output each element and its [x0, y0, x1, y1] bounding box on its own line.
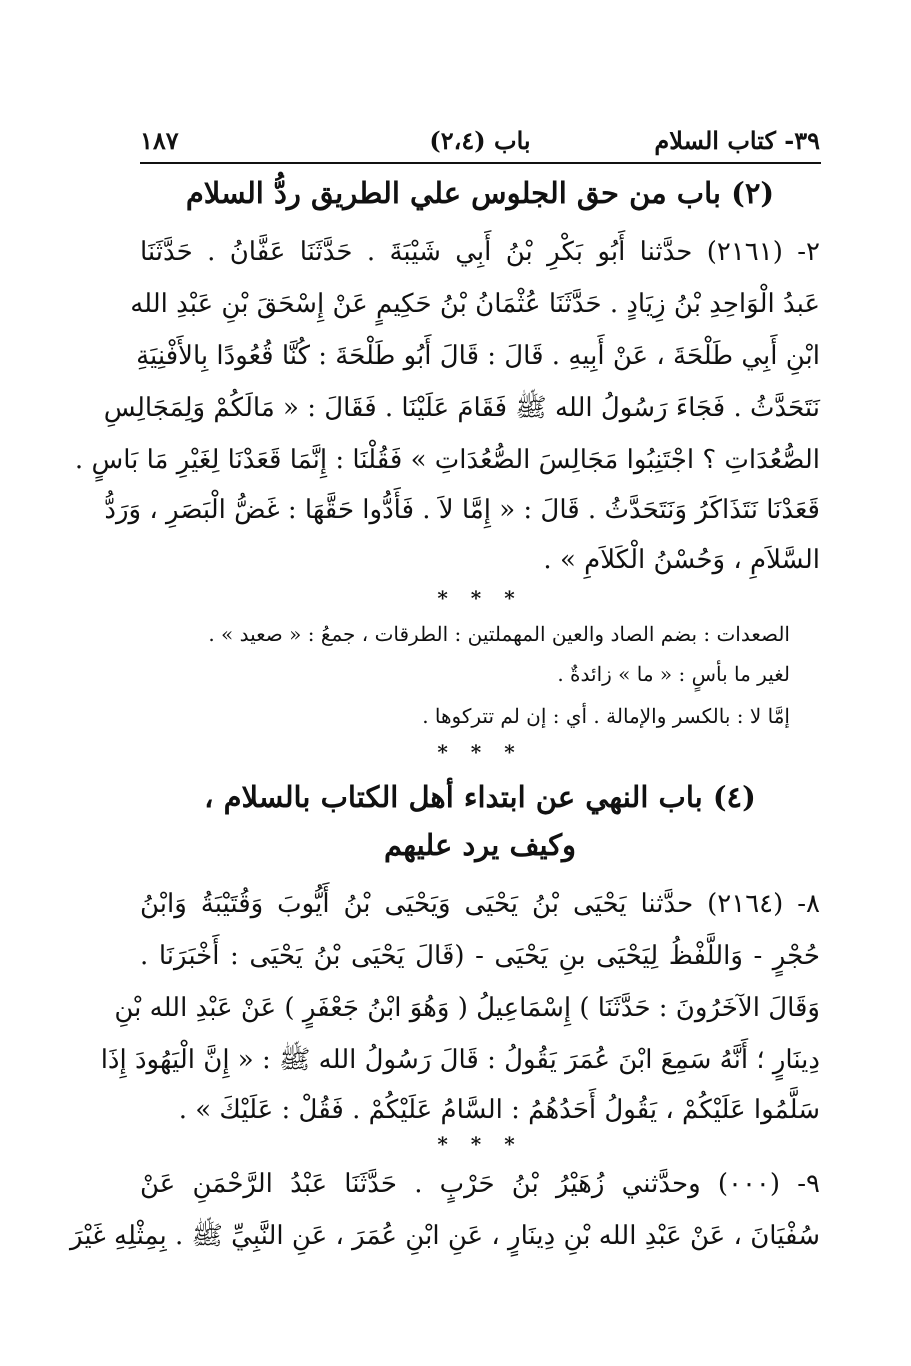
hadith-line: دِينَارٍ ؛ أَنَّهُ سَمِعَ ابْنَ عُمَرَ يَقُولُ : قَالَ رَسُولُ الله ﷺ : « إِنَّ الْيَهُودَ إِذَا: [100, 1045, 820, 1075]
hadith-line: السَّلاَمِ ، وَحُسْنُ الْكَلاَمِ » .: [543, 545, 820, 575]
hadith-line: قَعَدْنَا نَتَذَاكَرُ وَنَتَحَدَّثُ . قَالَ : « إِمَّا لاَ . فَأَدُّوا حَقَّهَا : غَضُّ الْبَصَرِ ، وَرَدُّ: [104, 495, 820, 525]
hadith-line: عَبدُ الْوَاحِدِ بْنُ زِيَادٍ . حَدَّثَنَا عُثْمَانُ بْنُ حَكِيمٍ عَنْ إِسْحَقَ بْنِ عَبْدِ الله: [130, 289, 820, 319]
section-title: (٤) باب النهي عن ابتداء أهل الكتاب بالسلام ،: [204, 780, 756, 814]
hadith-line: ٢- (٢١٦١) حدَّثنا أَبُو بَكْرِ بْنُ أَبِي شَيْبَةَ . حَدَّثَنَا عَفَّانُ . حَدَّثَنَا: [140, 237, 820, 267]
section-title: (٢) باب من حق الجلوس علي الطريق ردُّ السلام: [185, 176, 775, 210]
section-title-continued: وكيف يرد عليهم: [383, 828, 577, 862]
hadith-line: حُجْرٍ - وَاللَّفْظُ لِيَحْيَى بنِ يَحْيَى - (قَالَ يَحْيَى بْنُ يَحْيَى : أَخْبَرَنَا .: [140, 941, 820, 971]
hadith-line: الصُّعُدَاتِ ؟ اجْتَنِبُوا مَجَالِسَ الصُّعُدَاتِ » فَقُلْنَا : إِنَّمَا قَعَدْنَا لِغَيْرِ مَا بَاسٍ .: [74, 445, 820, 475]
hadith-line: ابْنِ أَبِي طَلْحَةَ ، عَنْ أَبِيهِ . قَالَ : قَالَ أَبُو طَلْحَةَ : كُنَّا قُعُودًا بِالأَفْنِيَةِ: [136, 341, 820, 371]
header-rule: [140, 162, 821, 164]
footnote-line: الصعدات : بضم الصاد والعين المهملتين : الطرقات ، جمعُ : « صعيد » .: [208, 622, 790, 646]
separator-stars: * * *: [437, 1132, 523, 1156]
hadith-line: ٨- (٢١٦٤) حدَّثنا يَحْيَى بْنُ يَحْيَى وَيَحْيَى بْنُ أَيُّوبَ وَقُتَيْبَةُ وَابْنُ: [140, 889, 820, 919]
footnote-line: لغير ما بأسٍ : « ما » زائدةٌ .: [557, 662, 790, 686]
footnote-line: إمَّا لا : بالكسر والإمالة . أي : إن لم تتركوها .: [422, 704, 790, 728]
page-number: ١٨٧: [140, 126, 179, 155]
hadith-line: وَقَالَ الآخَرُونَ : حَدَّثَنَا ) إِسْمَاعِيلُ ( وَهُوَ ابْنُ جَعْفَرٍ ) عَنْ عَبْدِ الله بْنِ: [114, 993, 820, 1023]
hadith-line: سَلَّمُوا عَلَيْكُمْ ، يَقُولُ أَحَدُهُمُ : السَّامُ عَلَيْكُمْ . فَقُلْ : عَلَيْكَ » .: [178, 1095, 820, 1125]
hadith-line: ٩- (٠٠٠) وحدَّثني زُهَيْرُ بْنُ حَرْبٍ . حَدَّثَنَا عَبْدُ الرَّحْمَنِ عَنْ: [140, 1169, 820, 1199]
separator-stars: * * *: [437, 740, 523, 764]
section-reference: باب (٢،٤): [429, 126, 531, 155]
separator-stars: * * *: [437, 586, 523, 610]
hadith-line: سُفْيَانَ ، عَنْ عَبْدِ الله بْنِ دِينَارٍ ، عَنِ ابْنِ عُمَرَ ، عَنِ النَّبِيِّ ﷺ . بِمِثْلِهِ غَيْرَ: [69, 1221, 820, 1251]
running-header: [140, 126, 820, 160]
hadith-line: نَتَحَدَّثُ . فَجَاءَ رَسُولُ الله ﷺ فَقَامَ عَلَيْنَا . فَقَالَ : « مَالَكُمْ وَلِمَجَالِسِ: [103, 393, 820, 423]
chapter-title: ٣٩- كتاب السلام: [654, 126, 820, 155]
